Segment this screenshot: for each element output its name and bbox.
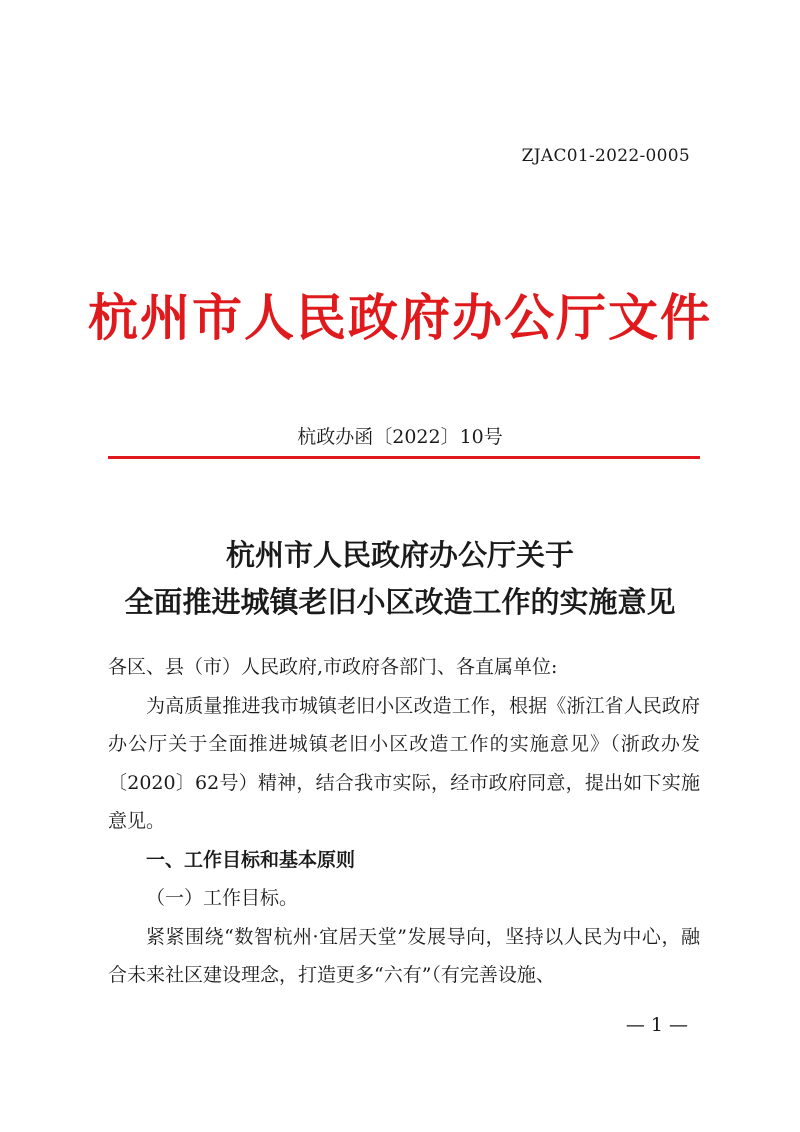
body-paragraph: 紧紧围绕“数智杭州·宜居天堂”发展导向，坚持以人民为中心，融合未来社区建设理念，打造更多“六有”（有完善设施、 <box>108 925 700 986</box>
document-title <box>0 532 800 626</box>
document-number: 杭政办函〔2022〕10号 <box>297 426 503 448</box>
issuing-authority-header: 杭州市人民政府办公厅文件 <box>88 288 712 347</box>
document-title-line-2: 全面推进城镇老旧小区改造工作的实施意见 <box>124 585 676 619</box>
document-title-line-1: 杭州市人民政府办公厅关于 <box>225 538 574 572</box>
document-code: ZJAC01-2022-0005 <box>521 146 690 166</box>
section-heading: 一、工作目标和基本原则 <box>146 848 356 871</box>
body-paragraph: 为高质量推进我市城镇老旧小区改造工作，根据《浙江省人民政府办公厅关于全面推进城镇老旧小区改造工作的实施意见》（浙政办发〔2020〕62号）精神，结合我市实际，经市政府同意，提出如下实施意见。 <box>108 694 700 832</box>
red-divider-line <box>108 456 700 459</box>
document-body <box>108 648 700 995</box>
salutation: 各区、县（市）人民政府,市政府各部门、各直属单位: <box>108 656 558 678</box>
subsection-heading: （一）工作目标。 <box>146 887 299 909</box>
page-number: — 1 — <box>625 1014 688 1036</box>
